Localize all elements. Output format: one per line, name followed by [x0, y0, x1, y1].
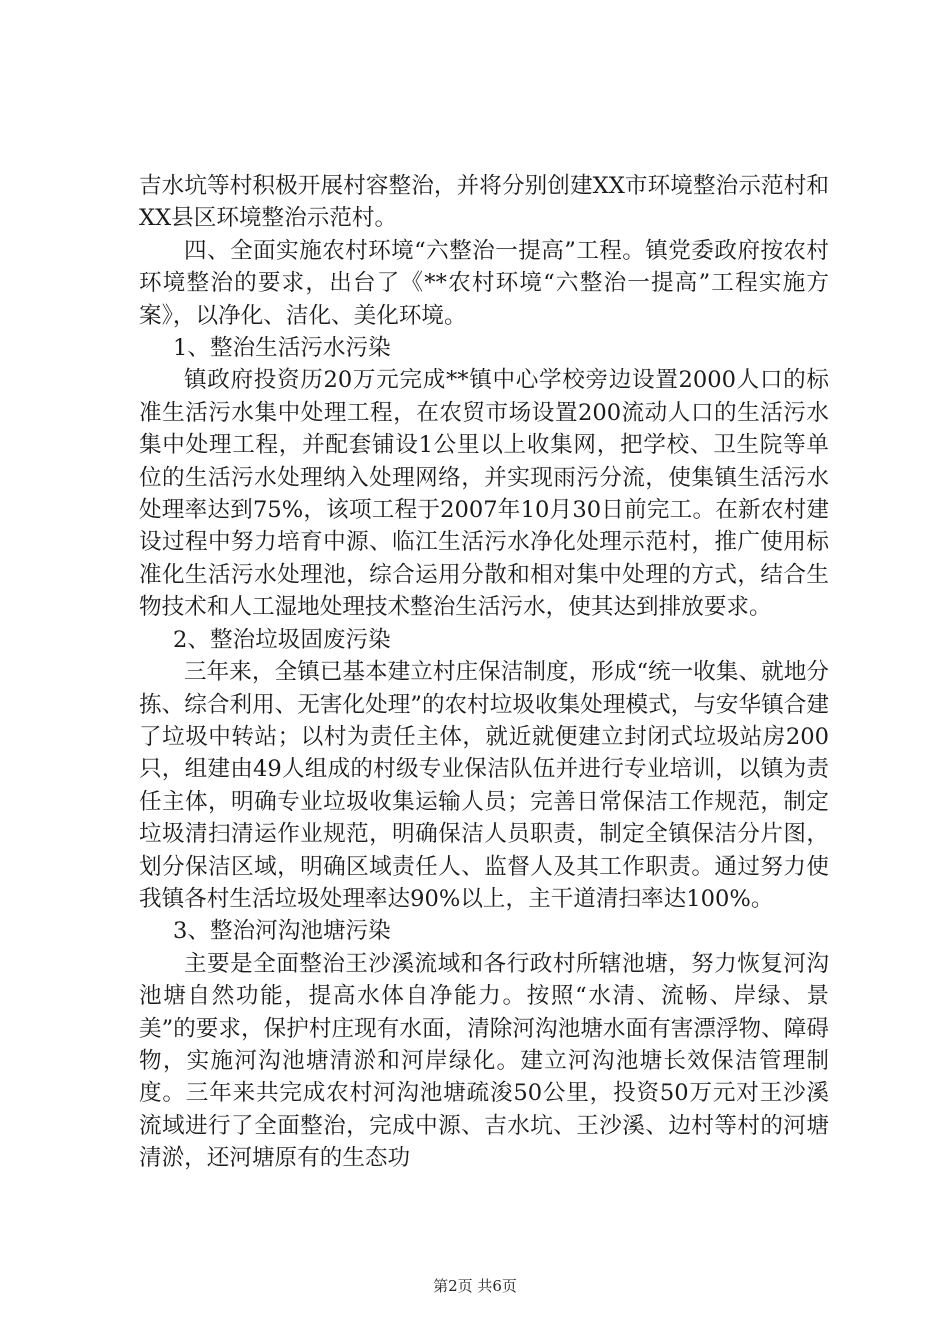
- document-body: [139, 170, 829, 1175]
- paragraph-intro-continuation: 吉水坑等村积极开展村容整治，并将分别创建XX市环境整治示范村和XX县区环境整治示范村。: [139, 173, 829, 232]
- subheading-ponds: 3、整治河沟池塘污染: [173, 918, 391, 945]
- paragraph-sewage: 镇政府投资历20万元完成**镇中心学校旁边设置2000人口的标准生活污水集中处理工程，在农贸市场设置200流动人口的生活污水集中处理工程，并配套铺设1公里以上收集网，把学校、卫生院等单位的生活污水处理纳入处理网络，并实现雨污分流，使集镇生活污水处理率达到75%，该项工程于2007年10月30日前完工。在新农村建设过程中努力培育中源、临江生活污水净化处理示范村，推广使用标准化生活污水处理池，综合运用分散和相对集中处理的方式，结合生物技术和人工湿地处理技术整治生活污水，使其达到排放要求。: [139, 367, 829, 621]
- subheading-sewage: 1、整治生活污水污染: [173, 335, 391, 362]
- page-number-footer: 第2页 共6页: [433, 1277, 517, 1295]
- paragraph-garbage: 三年来，全镇已基本建立村庄保洁制度，形成“统一收集、就地分拣、综合利用、无害化处理”的农村垃圾收集处理模式，与安华镇合建了垃圾中转站；以村为责任主体，就近就便建立封闭式垃圾站房200只，组建由49人组成的村级专业保洁队伍并进行专业培训，以镇为责任主体，明确专业垃圾收集运输人员；完善日常保洁工作规范，制定垃圾清扫清运作业规范，明确保洁人员职责，制定全镇保洁分片图，划分保洁区域，明确区域责任人、监督人及其工作职责。通过努力使我镇各村生活垃圾处理率达90%以上，主干道清扫率达100%。: [139, 659, 829, 912]
- paragraph-ponds: 主要是全面整治王沙溪流域和各行政村所辖池塘，努力恢复河沟池塘自然功能，提高水体自净能力。按照“水清、流畅、岸绿、景美”的要求，保护村庄现有水面，清除河沟池塘水面有害漂浮物、障碍物，实施河沟池塘清淤和河岸绿化。建立河沟池塘长效保洁管理制度。三年来共完成农村河沟池塘疏浚50公里，投资50万元对王沙溪流域进行了全面整治，完成中源、吉水坑、王沙溪、边村等村的河塘清淤，还河塘原有的生态功: [139, 950, 829, 1172]
- paragraph-section-four: 四、全面实施农村环境“六整治一提高”工程。镇党委政府按农村环境整治的要求，出台了《**农村环境“六整治一提高”工程实施方案》，以净化、洁化、美化环境。: [139, 237, 829, 329]
- subheading-garbage: 2、整治垃圾固废污染: [173, 626, 391, 653]
